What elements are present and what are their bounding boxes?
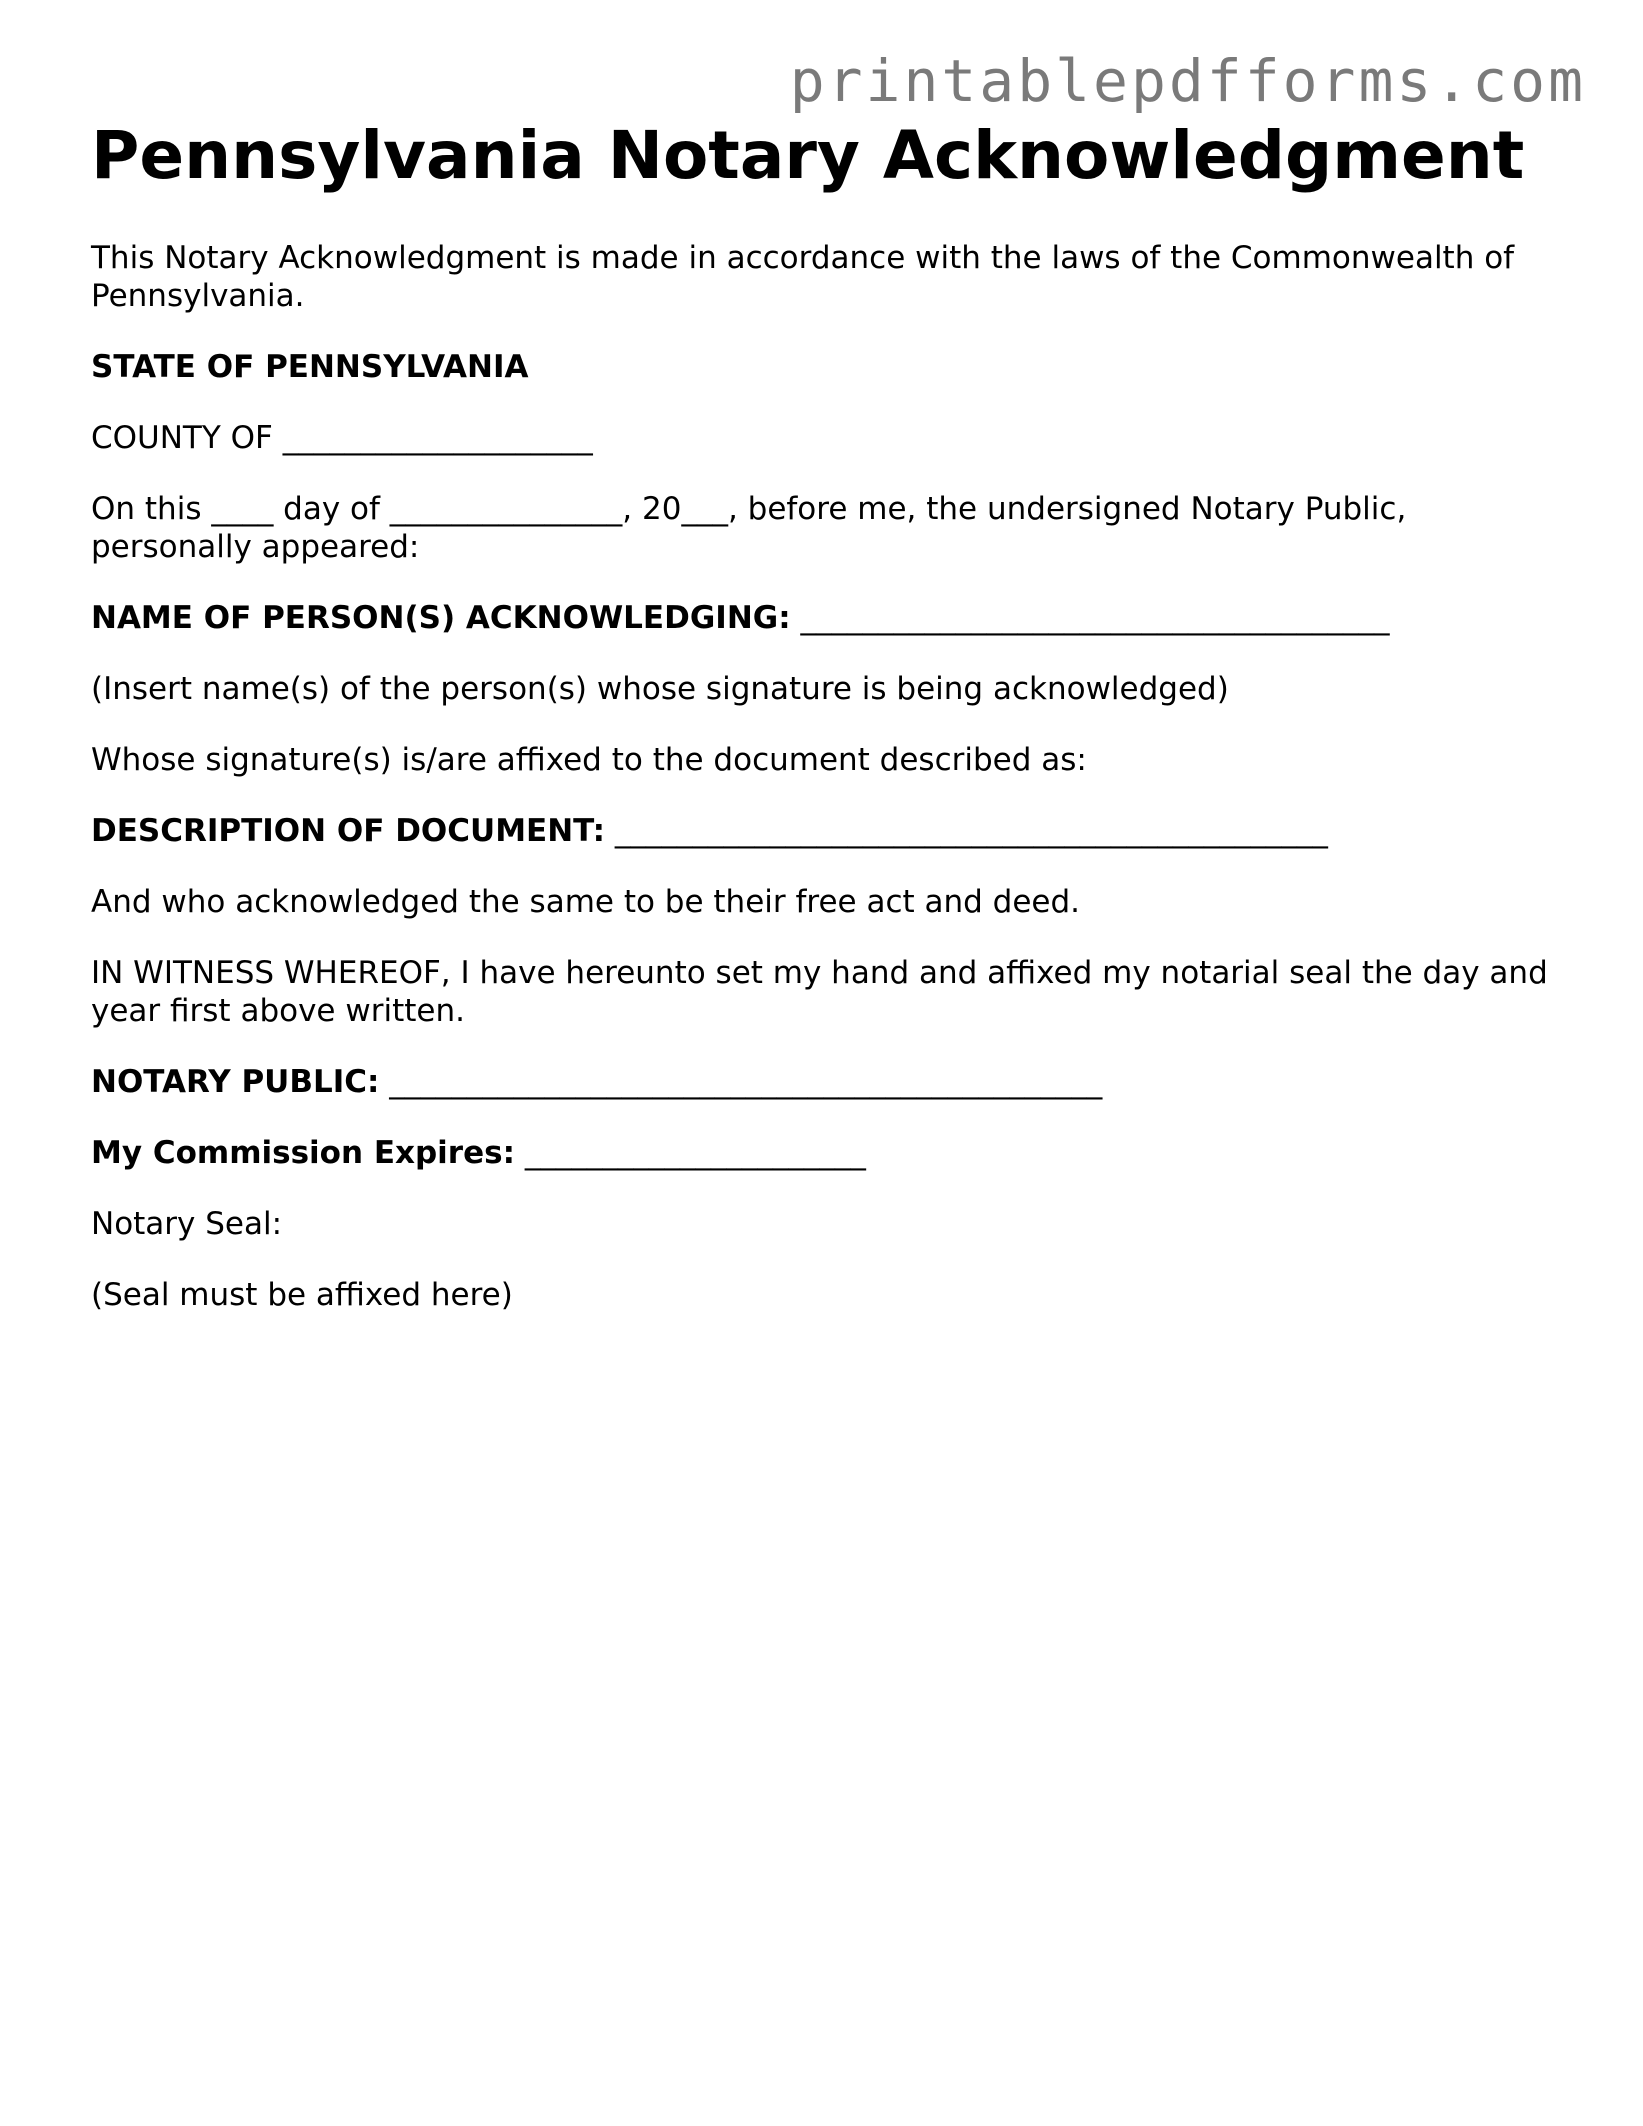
document-title: Pennsylvania Notary Acknowledgment (91, 117, 1525, 194)
watermark: printablepdfforms.com (789, 47, 1586, 115)
seal-hint: (Seal must be affixed here) (91, 1276, 513, 1313)
name-blank: ______________________________________ (790, 599, 1390, 636)
commission-field-line (91, 1134, 1571, 1172)
witness-line: IN WITNESS WHEREOF, I have hereunto set my hand and affixed my notarial seal the day and year first above written. (91, 954, 1548, 1029)
date-line: On this ____ day of _______________, 20___, before me, the undersigned Notary Public, personally appeared: (91, 490, 1407, 565)
notary-field-line (91, 1063, 1571, 1101)
notary-label: NOTARY PUBLIC: (91, 1063, 380, 1100)
document-body (91, 117, 1571, 1347)
description-label: DESCRIPTION OF DOCUMENT: (91, 812, 606, 849)
state-heading: STATE OF PENNSYLVANIA (91, 348, 529, 385)
free-act-line: And who acknowledged the same to be their free act and deed. (91, 883, 1081, 920)
name-hint: (Insert name(s) of the person(s) whose signature is being acknowledged) (91, 670, 1229, 707)
commission-blank: ______________________ (514, 1134, 866, 1171)
name-field-line (91, 599, 1571, 637)
seal-label: Notary Seal: (91, 1205, 283, 1242)
intro-paragraph: This Notary Acknowledgment is made in accordance with the laws of the Commonwealth of Pennsylvania. (91, 239, 1515, 314)
description-blank: ______________________________________________ (605, 812, 1328, 849)
signature-line: Whose signature(s) is/are affixed to the document described as: (91, 741, 1087, 778)
name-label: NAME OF PERSON(S) ACKNOWLEDGING: (91, 599, 791, 636)
description-field-line (91, 812, 1571, 850)
notary-blank: ______________________________________________ (379, 1063, 1103, 1100)
commission-label: My Commission Expires: (91, 1134, 515, 1171)
county-line: COUNTY OF ____________________ (91, 419, 593, 456)
